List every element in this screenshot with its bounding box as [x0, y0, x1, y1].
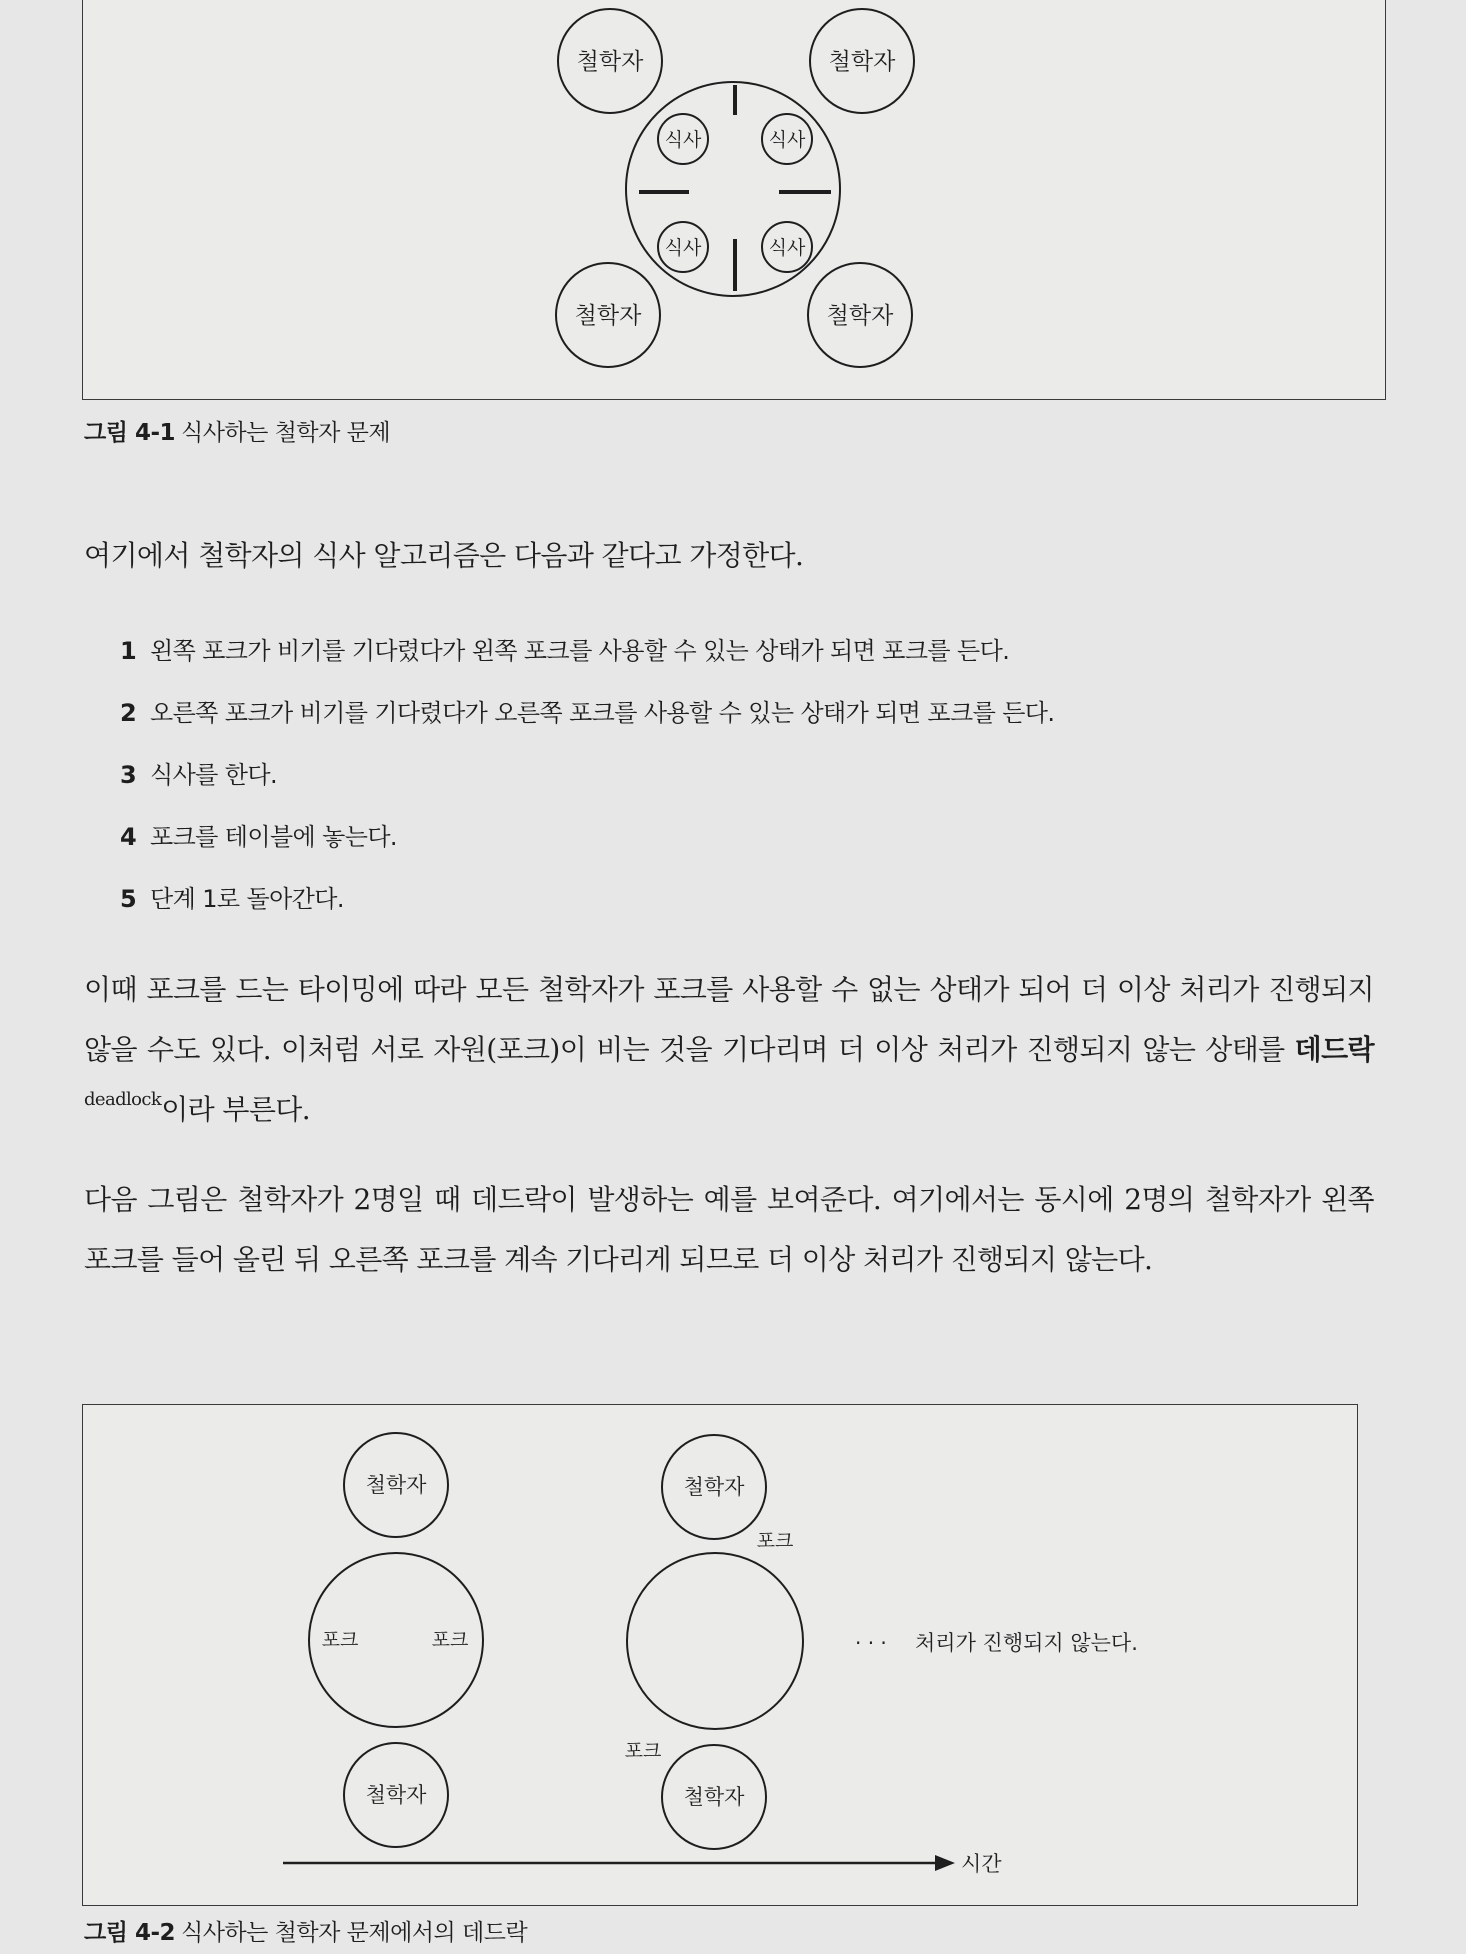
caption-text: 식사하는 철학자 문제에서의 데드락 — [181, 1920, 528, 1946]
time-arrow-head — [935, 1855, 955, 1871]
step-number: 3 — [120, 761, 137, 789]
figure-4-2 — [82, 1404, 1358, 1906]
caption-number: 그림 4-1 — [84, 420, 175, 446]
plate-label: 식사 — [664, 237, 702, 259]
caption-number: 그림 4-2 — [84, 1920, 175, 1946]
fork-label: 포크 — [756, 1530, 794, 1552]
step-item — [120, 868, 1054, 930]
philosopher-label: 철학자 — [826, 303, 894, 329]
figure-4-1-caption — [84, 414, 390, 447]
step-number: 1 — [120, 637, 137, 665]
deadlock-paragraph — [84, 960, 1374, 1140]
table-circle — [627, 1553, 803, 1729]
step-number: 5 — [120, 885, 137, 913]
dining-philosophers-diagram — [83, 0, 1385, 399]
philosopher-label: 철학자 — [574, 303, 642, 329]
step-item — [120, 806, 1054, 868]
philosopher-label: 철학자 — [828, 49, 896, 75]
step-text: 포크를 테이블에 놓는다. — [150, 823, 397, 851]
two-philosophers-paragraph: 다음 그림은 철학자가 2명일 때 데드락이 발생하는 예를 보여준다. 여기에서는 동시에 2명의 철학자가 왼쪽 포크를 들어 올린 뒤 오른쪽 포크를 계속 기다리게 되므로 더 이상 처리가 진행되지 않는다. — [84, 1183, 1374, 1276]
ellipsis: · · · — [855, 1631, 887, 1655]
step-number: 4 — [120, 823, 137, 851]
fork-label: 포크 — [321, 1629, 359, 1651]
plate-label: 식사 — [768, 129, 806, 151]
step-item — [120, 744, 1054, 806]
caption-text: 식사하는 철학자 문제 — [181, 420, 391, 446]
step-item — [120, 682, 1054, 744]
fork-label: 포크 — [624, 1740, 662, 1762]
philosopher-label: 철학자 — [365, 1783, 427, 1807]
philosopher-label: 철학자 — [576, 49, 644, 75]
plate-label: 식사 — [768, 237, 806, 259]
intro-paragraph: 여기에서 철학자의 식사 알고리즘은 다음과 같다고 가정한다. — [84, 539, 804, 572]
deadlock-text-before: 이때 포크를 드는 타이밍에 따라 모든 철학자가 포크를 사용할 수 없는 상태가 되어 더 이상 처리가 진행되지 않을 수도 있다. 이처럼 서로 자원(포크)이 비는 것을 기다리며 더 이상 처리가 진행되지 않는 상태를 — [84, 973, 1374, 1066]
philosopher-label: 철학자 — [365, 1473, 427, 1497]
no-progress-label: 처리가 진행되지 않는다. — [915, 1631, 1138, 1655]
plate-label: 식사 — [664, 129, 702, 151]
time-label: 시간 — [961, 1852, 1002, 1876]
step-text: 식사를 한다. — [150, 761, 277, 789]
step-text: 단계 1로 돌아간다. — [150, 885, 344, 913]
step-text: 오른쪽 포크가 비기를 기다렸다가 오른쪽 포크를 사용할 수 있는 상태가 되면 포크를 든다. — [150, 699, 1055, 727]
deadlock-text-after: 이라 부른다. — [161, 1093, 311, 1126]
figure-4-2-caption — [84, 1914, 527, 1947]
step-item — [120, 620, 1054, 682]
deadlock-term-english: deadlock — [84, 1089, 162, 1110]
step-text: 왼쪽 포크가 비기를 기다렸다가 왼쪽 포크를 사용할 수 있는 상태가 되면 포크를 든다. — [150, 637, 1010, 665]
step-number: 2 — [120, 699, 137, 727]
fork-label: 포크 — [431, 1629, 469, 1651]
algorithm-steps — [120, 620, 1054, 930]
deadlock-term: 데드락 — [1294, 1033, 1374, 1066]
philosopher-label: 철학자 — [683, 1785, 745, 1809]
deadlock-diagram — [83, 1405, 1357, 1905]
philosopher-label: 철학자 — [683, 1475, 745, 1499]
figure-4-1 — [82, 0, 1386, 400]
